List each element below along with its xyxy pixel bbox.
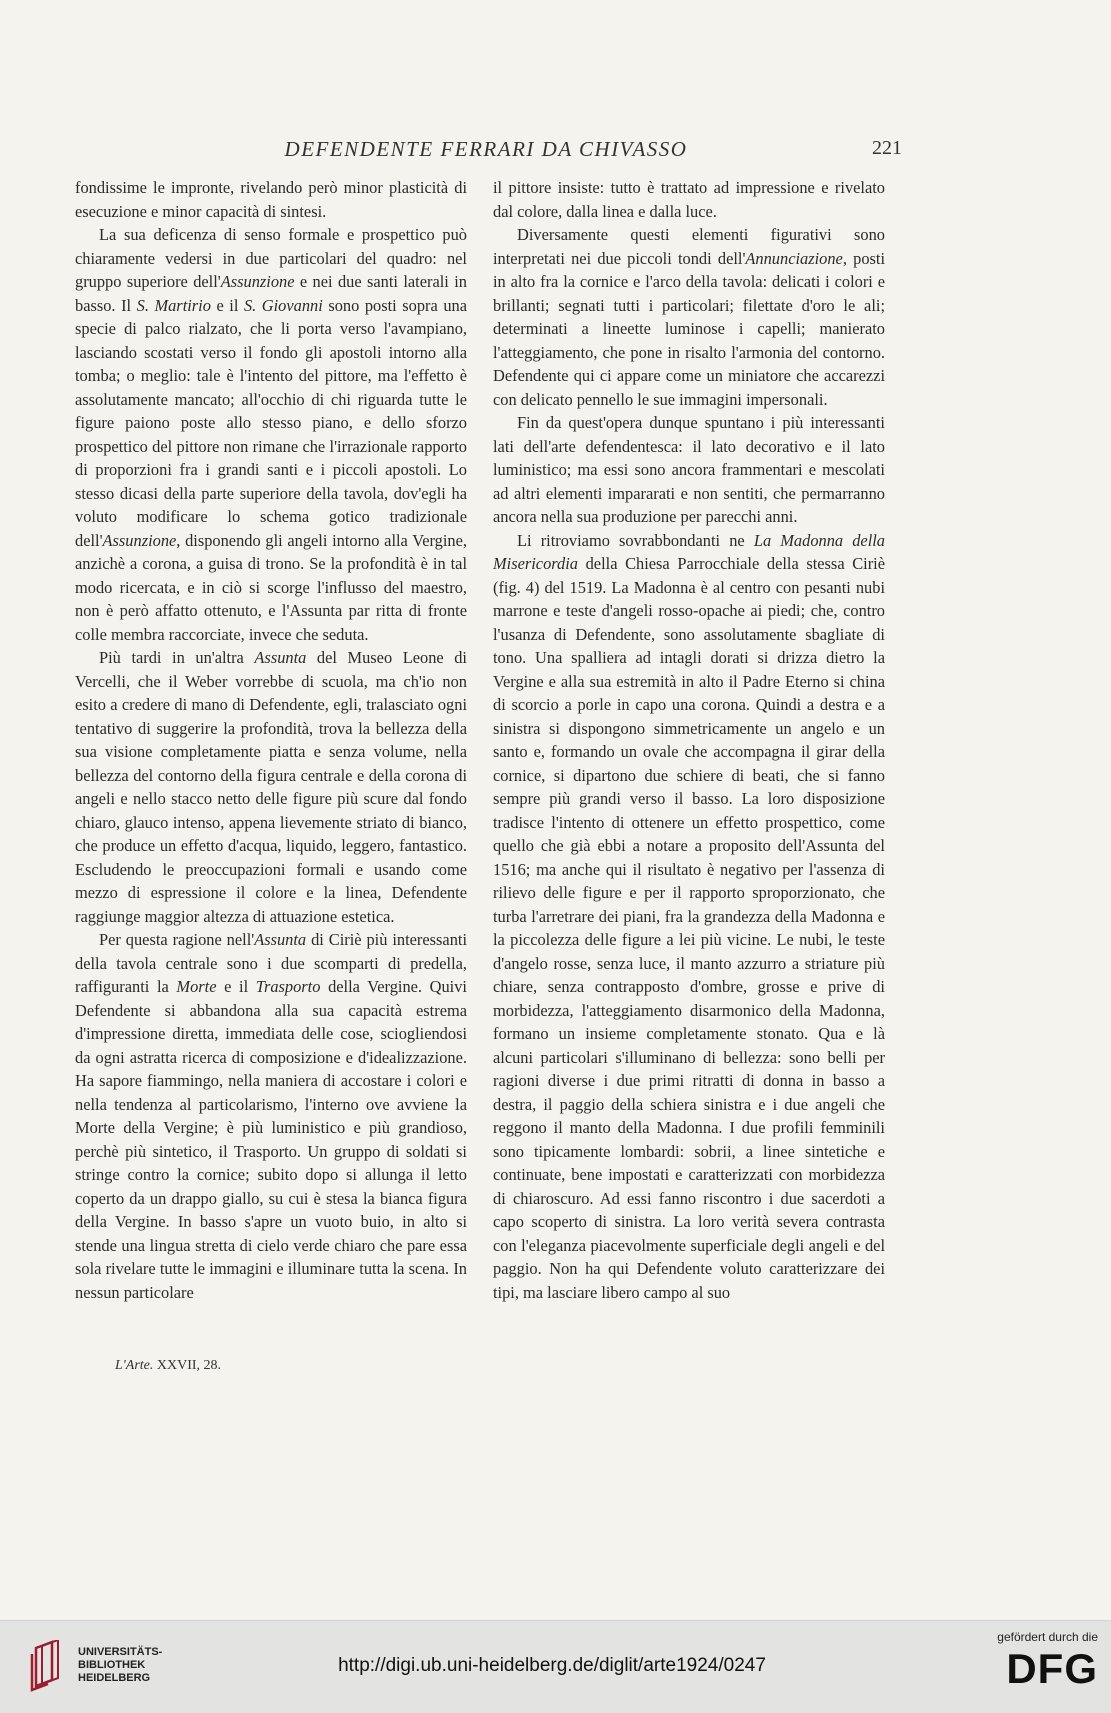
source-url-link[interactable]: http://digi.ub.uni-heidelberg.de/diglit/arte1924/0247 [338,1655,766,1676]
paragraph: La sua deficenza di senso formale e prospettico può chiaramente vedersi in due particolari del quadro: nel gruppo superiore dell'Assunzione e nei due santi laterali in basso. Il S. Martirio e il S. Giovanni sono posti sopra una specie di palco rialzato, che li porta verso l'avampiano, lasciando scostati verso il fondo gli apostoli intorno alla tomba; o meglio: tale è l'intento del pittore, ma l'effetto è assolutamente mancato; all'occhio di chi riguarda tutte le figure paiono poste allo stesso piano, e dello sforzo prospettico del pittore non rimane che l'irrazionale rapporto di proporzioni fra i grandi santi e i piccoli apostoli. Lo stesso dicasi della parte superiore della tavola, dov'egli ha voluto modificare lo schema gotico tradizionale dell'Assunzione, disponendo gli angeli intorno alla Vergine, anzichè a corona, a guisa di trono. Se la profondità è in tal modo ricercata, e in ciò si scorge l'influsso del maestro, non è però affatto ottenuto, e l'Assunta par ritta di fronte colle membra raccorciate, invece che seduta. [75,225,467,644]
university-library-logo[interactable] [30,1640,180,1696]
library-name: UNIVERSITÄTS- BIBLIOTHEK HEIDELBERG [78,1646,163,1684]
printer-signature: L'Arte. XXVII, 28. [115,1358,222,1373]
dfg-logo[interactable]: DFG [1006,1645,1098,1692]
paragraph: il pittore insiste: tutto è trattato ad impressione e rivelato dal colore, dalla linea e dalla luce. [493,178,885,221]
running-title: DEFENDENTE FERRARI DA CHIVASSO [284,137,688,161]
paragraph: Li ritroviamo sovrabbondanti ne La Madonna della Misericordia della Chiesa Parrocchiale della stessa Ciriè (fig. 4) del 1519. La Madonna è al centro con pesanti nubi marrone e teste d'angeli rosso-opache ai piedi; che, contro l'usanza di Defendente, sono assolutamente sbagliate di tono. Una spalliera ad intagli dorati si drizza dietro la Vergine e alla sua estremità in alto il Padre Eterno si china di scorcio a porle in capo una corona. Quindi a destra e a sinistra si dispongono simmetricamente un angelo e un santo e, formando un ovale che accompagna il girar della cornice, si dipartono due schiere di beati, che si fanno sempre più grandi verso il basso. La loro disposizione tradisce l'intento di ottenere un effetto prospettico, come quello che già ebbi a notare a proposito dell'Assunta del 1516; ma anche qui il risultato è negativo per l'assenza di rilievo delle figure e per il rapporto sproporzionato, che turba l'arretrare dei piani, fra la grandezza della Madonna e la piccolezza delle figure a lei più vicine. Le nubi, le teste d'angelo rosse, senza luce, il manto azzurro a striature più chiare, senza contrapposto d'ombre, grosse e prive di morbidezza, l'atteggiamento disarmonico della Madonna, formano un insieme completamente stonato. Qua e là alcuni particolari s'illuminano di bellezza: sono belli per ragioni diverse i due primi ritratti di donna in basso a destra, il paggio della schiera sinistra e i due angeli che reggono il manto della Madonna. I due profili femminili sono tipicamente lombardi: sobrii, a linee sintetiche e continuate, bene impostati e caratterizzati con morbidezza di chiaroscuro. Ad essi fanno riscontro i due sacerdoti a capo scoperto di sinistra. La loro verità severa contrasta con l'eleganza piacevolmente superficiale degli angeli e del paggio. Non ha qui Defendente voluto caratterizzare dei tipi, ma lasciare libero campo al suo [493,530,886,1302]
page-number: 221 [872,137,902,159]
paragraph: Diversamente questi elementi figurativi sono interpretati nei due piccoli tondi dell'Annunciazione, posti in alto fra la cornice e l'arco della tavola: delicati i colori e brillanti; segnati tutti i particolari; filettate d'oro le ali; determinati a lineette luminose i capelli; manierato l'atteggiamento, che pone in risalto l'armonia del contorno. Defendente qui ci appare come un miniatore che accarezzi con delicato pennello le sue immagini impersonali. [493,225,885,409]
paragraph: fondissime le impronte, rivelando però minor plasticità di esecuzione e minor capacità di sintesi. [75,178,467,221]
paragraph: Più tardi in un'altra Assunta del Museo Leone di Vercelli, che il Weber vorrebbe di scuola, ma ch'io non esito a credere di mano di Defendente, egli, tralasciato ogni tentativo di suggerire la profondità, trova la bellezza della sua visione completamente piatta e senza volume, nella bellezza del contorno della figura centrale e della corona di angeli e nello stacco netto delle figure più scure dal fondo chiaro, glauco intenso, appena lievemente striato di bianco, che produce un effetto d'acqua, liquido, leggero, fantastico. Escludendo le preoccupazioni formali e usando come mezzo di espressione il colore e la linea, Defendente raggiunge maggior altezza di attuazione estetica. [75,648,467,926]
dfg-credit [978,1630,1098,1694]
paragraph: Per questa ragione nell'Assunta di Ciriè più interessanti della tavola centrale sono i due scomparti di predella, raffiguranti la Morte e il Trasporto della Vergine. Quivi Defendente si abbandona alla sua capacità estrema d'impressione diretta, immediata delle cose, sciogliendosi da ogni astratta ricerca di composizione e d'idealizzazione. Ha sapore fiammingo, nella maniera di accostare i colori e nella tendenza al particolarismo, l'interno ove avviene la Morte della Vergine; è più luministico e più grandioso, perchè più sintetico, il Trasporto. Un gruppo di soldati si stringe contro la cornice; subito dopo si allunga il letto coperto da un drappo giallo, su cui è stesa la bianca figura della Vergine. In basso s'apre un vuoto buio, in alto si stende una lingua stretta di cielo verde chiaro che pare essa sola rivelare tutte le immagini e illuminare tutta la scena. In nessun particolare [75,930,467,1302]
library-emblem-icon [30,1640,70,1692]
text-column-right [493,176,885,1304]
funding-label: gefördert durch die [997,1630,1098,1644]
text-column-left [75,176,467,1304]
paragraph: Fin da quest'opera dunque spuntano i più interessanti lati dell'arte defendentesca: il lato decorativo e il lato luministico; ma essi sono ancora frammentari e mescolati ad altri elementi impararati e non sentiti, che permarranno ancora nella sua produzione per parecchi anni. [493,413,885,526]
